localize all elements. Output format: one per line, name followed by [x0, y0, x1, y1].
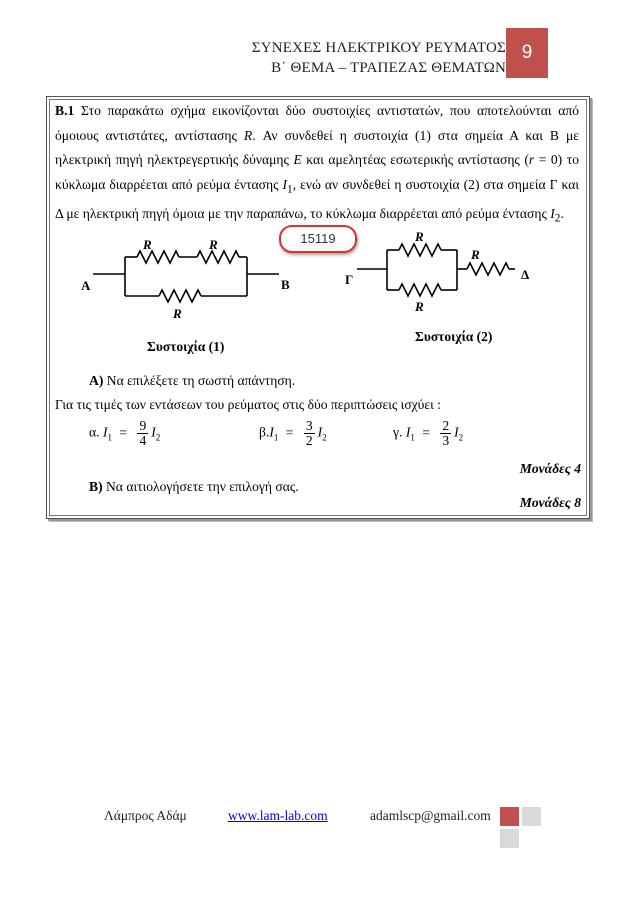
footer-website-link[interactable]: www.lam-lab.com — [228, 808, 328, 823]
option-a-sub2: 2 — [155, 432, 161, 443]
part-a-instruction — [89, 373, 295, 389]
symbol-I2-sub: 2 — [554, 212, 561, 225]
option-b-I2: I — [317, 424, 323, 440]
c1-node-A: Α — [81, 278, 91, 293]
footer-email: adamlscp@gmail.com — [370, 808, 491, 823]
option-b — [259, 419, 327, 448]
option-b-denominator: 2 — [305, 433, 313, 448]
marks-part-a: Μονάδες 4 — [519, 461, 581, 476]
symbol-I1-sub: 1 — [287, 183, 293, 196]
option-c-sub2: 2 — [458, 432, 464, 443]
header-subtitle: Β΄ ΘΕΜΑ – ΤΡΑΠΕΖΑΣ ΘΕΜΑΤΩΝ — [271, 60, 506, 76]
problem-text-4: = 0) το κύκλωμα διαρρέεται από ρεύμα έντασης — [55, 152, 579, 192]
option-a-prefix: α. — [89, 424, 100, 440]
c2-label-R-top: R — [415, 229, 424, 244]
circuit-1-diagram — [47, 97, 589, 518]
c1-node-B: Β — [281, 277, 290, 292]
option-a-I1: I — [102, 424, 108, 440]
problem-text-1: Στο παρακάτω σχήμα εικονίζονται δύο συστοιχίες αντιστατών, που αποτελούνται από όμοιους αντιστάτες, αντίστασης — [55, 103, 579, 143]
question-intro: Για τις τιμές των εντάσεων του ρεύματος στις δύο περιπτώσεις ισχύει : — [55, 397, 441, 412]
option-c-prefix: γ. — [393, 424, 403, 440]
option-c-fraction — [440, 419, 451, 448]
option-b-prefix: β. — [259, 424, 270, 440]
symbol-I1: I — [282, 176, 288, 192]
option-b-sub2: 2 — [322, 432, 327, 443]
header-title: ΣΥΝΕΧΕΣ ΗΛΕΚΤΡΙΚΟΥ ΡΕΥΜΑΤΟΣ — [251, 40, 506, 56]
option-b-sub1: 1 — [273, 432, 279, 443]
problem-frame — [46, 96, 590, 519]
problem-label: Β.1 — [55, 103, 75, 118]
c2-label-R-right: R — [471, 247, 480, 262]
option-a-fraction — [137, 419, 148, 448]
option-b-equals: = — [285, 424, 294, 440]
question-id-badge: 15119 — [279, 225, 357, 253]
c1-resistor-top-right — [197, 251, 239, 263]
c2-label-R-bottom: R — [415, 299, 424, 314]
marks-part-b: Μονάδες 8 — [519, 495, 581, 510]
part-a-text: Να επιλέξετε τη σωστή απάντηση. — [103, 373, 296, 388]
c1-label-R-top-left: R — [143, 237, 152, 252]
problem-text-6: . — [560, 205, 564, 221]
c2-caption: Συστοιχία (2) — [415, 329, 493, 344]
part-b-instruction — [89, 479, 299, 495]
problem-text-2: . Αν συνδεθεί η συστοιχία (1) στα σημεία Α και Β με ηλεκτρική πηγή ηλεκτρεγερτικής δύναμης — [55, 127, 579, 167]
option-a-sub1: 1 — [107, 432, 112, 443]
option-b-numerator: 3 — [305, 418, 313, 433]
problem-text-3: και αμελητέας εσωτερικής αντίστασης ( — [301, 152, 529, 167]
option-c-numerator: 2 — [442, 418, 450, 433]
option-a-I2: I — [151, 424, 156, 440]
footer-square-accent — [500, 807, 519, 826]
option-a-equals: = — [119, 424, 128, 440]
option-c-I2: I — [454, 424, 459, 440]
c2-resistor-bottom — [399, 284, 441, 296]
option-a-numerator: 9 — [139, 418, 147, 433]
footer-square-light-2 — [500, 829, 519, 848]
option-b-I1: I — [269, 424, 274, 440]
c1-resistor-bottom — [159, 290, 201, 302]
option-c-denominator: 3 — [442, 433, 450, 448]
page-header — [252, 38, 506, 78]
option-c-I1: I — [405, 424, 411, 440]
option-a — [89, 419, 160, 448]
part-b-text: Να αιτιολογήσετε την επιλογή σας. — [102, 479, 299, 494]
symbol-R: R — [243, 127, 253, 143]
option-c — [393, 419, 463, 448]
option-b-fraction — [304, 419, 315, 448]
footer-square-light-1 — [522, 807, 541, 826]
c1-label-R-top-right: R — [209, 237, 218, 252]
c2-node-G: Γ — [345, 272, 354, 287]
c1-caption: Συστοιχία (1) — [147, 339, 225, 354]
part-b-label: Β) — [89, 479, 103, 494]
c2-resistor-series — [467, 263, 509, 275]
option-a-denominator: 4 — [139, 433, 147, 448]
symbol-r: r — [528, 152, 535, 167]
footer-author: Λάμπρος Αδάμ — [104, 808, 187, 823]
page-number: 9 — [506, 28, 548, 78]
option-c-equals: = — [422, 424, 430, 440]
symbol-I2: I — [550, 205, 555, 221]
option-c-sub1: 1 — [410, 432, 415, 443]
c2-resistor-top — [399, 244, 441, 256]
part-a-label: Α) — [89, 373, 104, 388]
c2-node-D: Δ — [521, 267, 530, 282]
symbol-E: E — [293, 152, 302, 167]
c1-label-R-bottom: R — [173, 306, 182, 321]
problem-text-5: , ενώ αν συνδεθεί η συστοιχία (2) στα σημεία Γ και Δ με ηλεκτρική πηγή όμοια με την παραπάνω, το κύκλωμα διαρρέεται από ρεύμα έντασης — [55, 176, 579, 221]
